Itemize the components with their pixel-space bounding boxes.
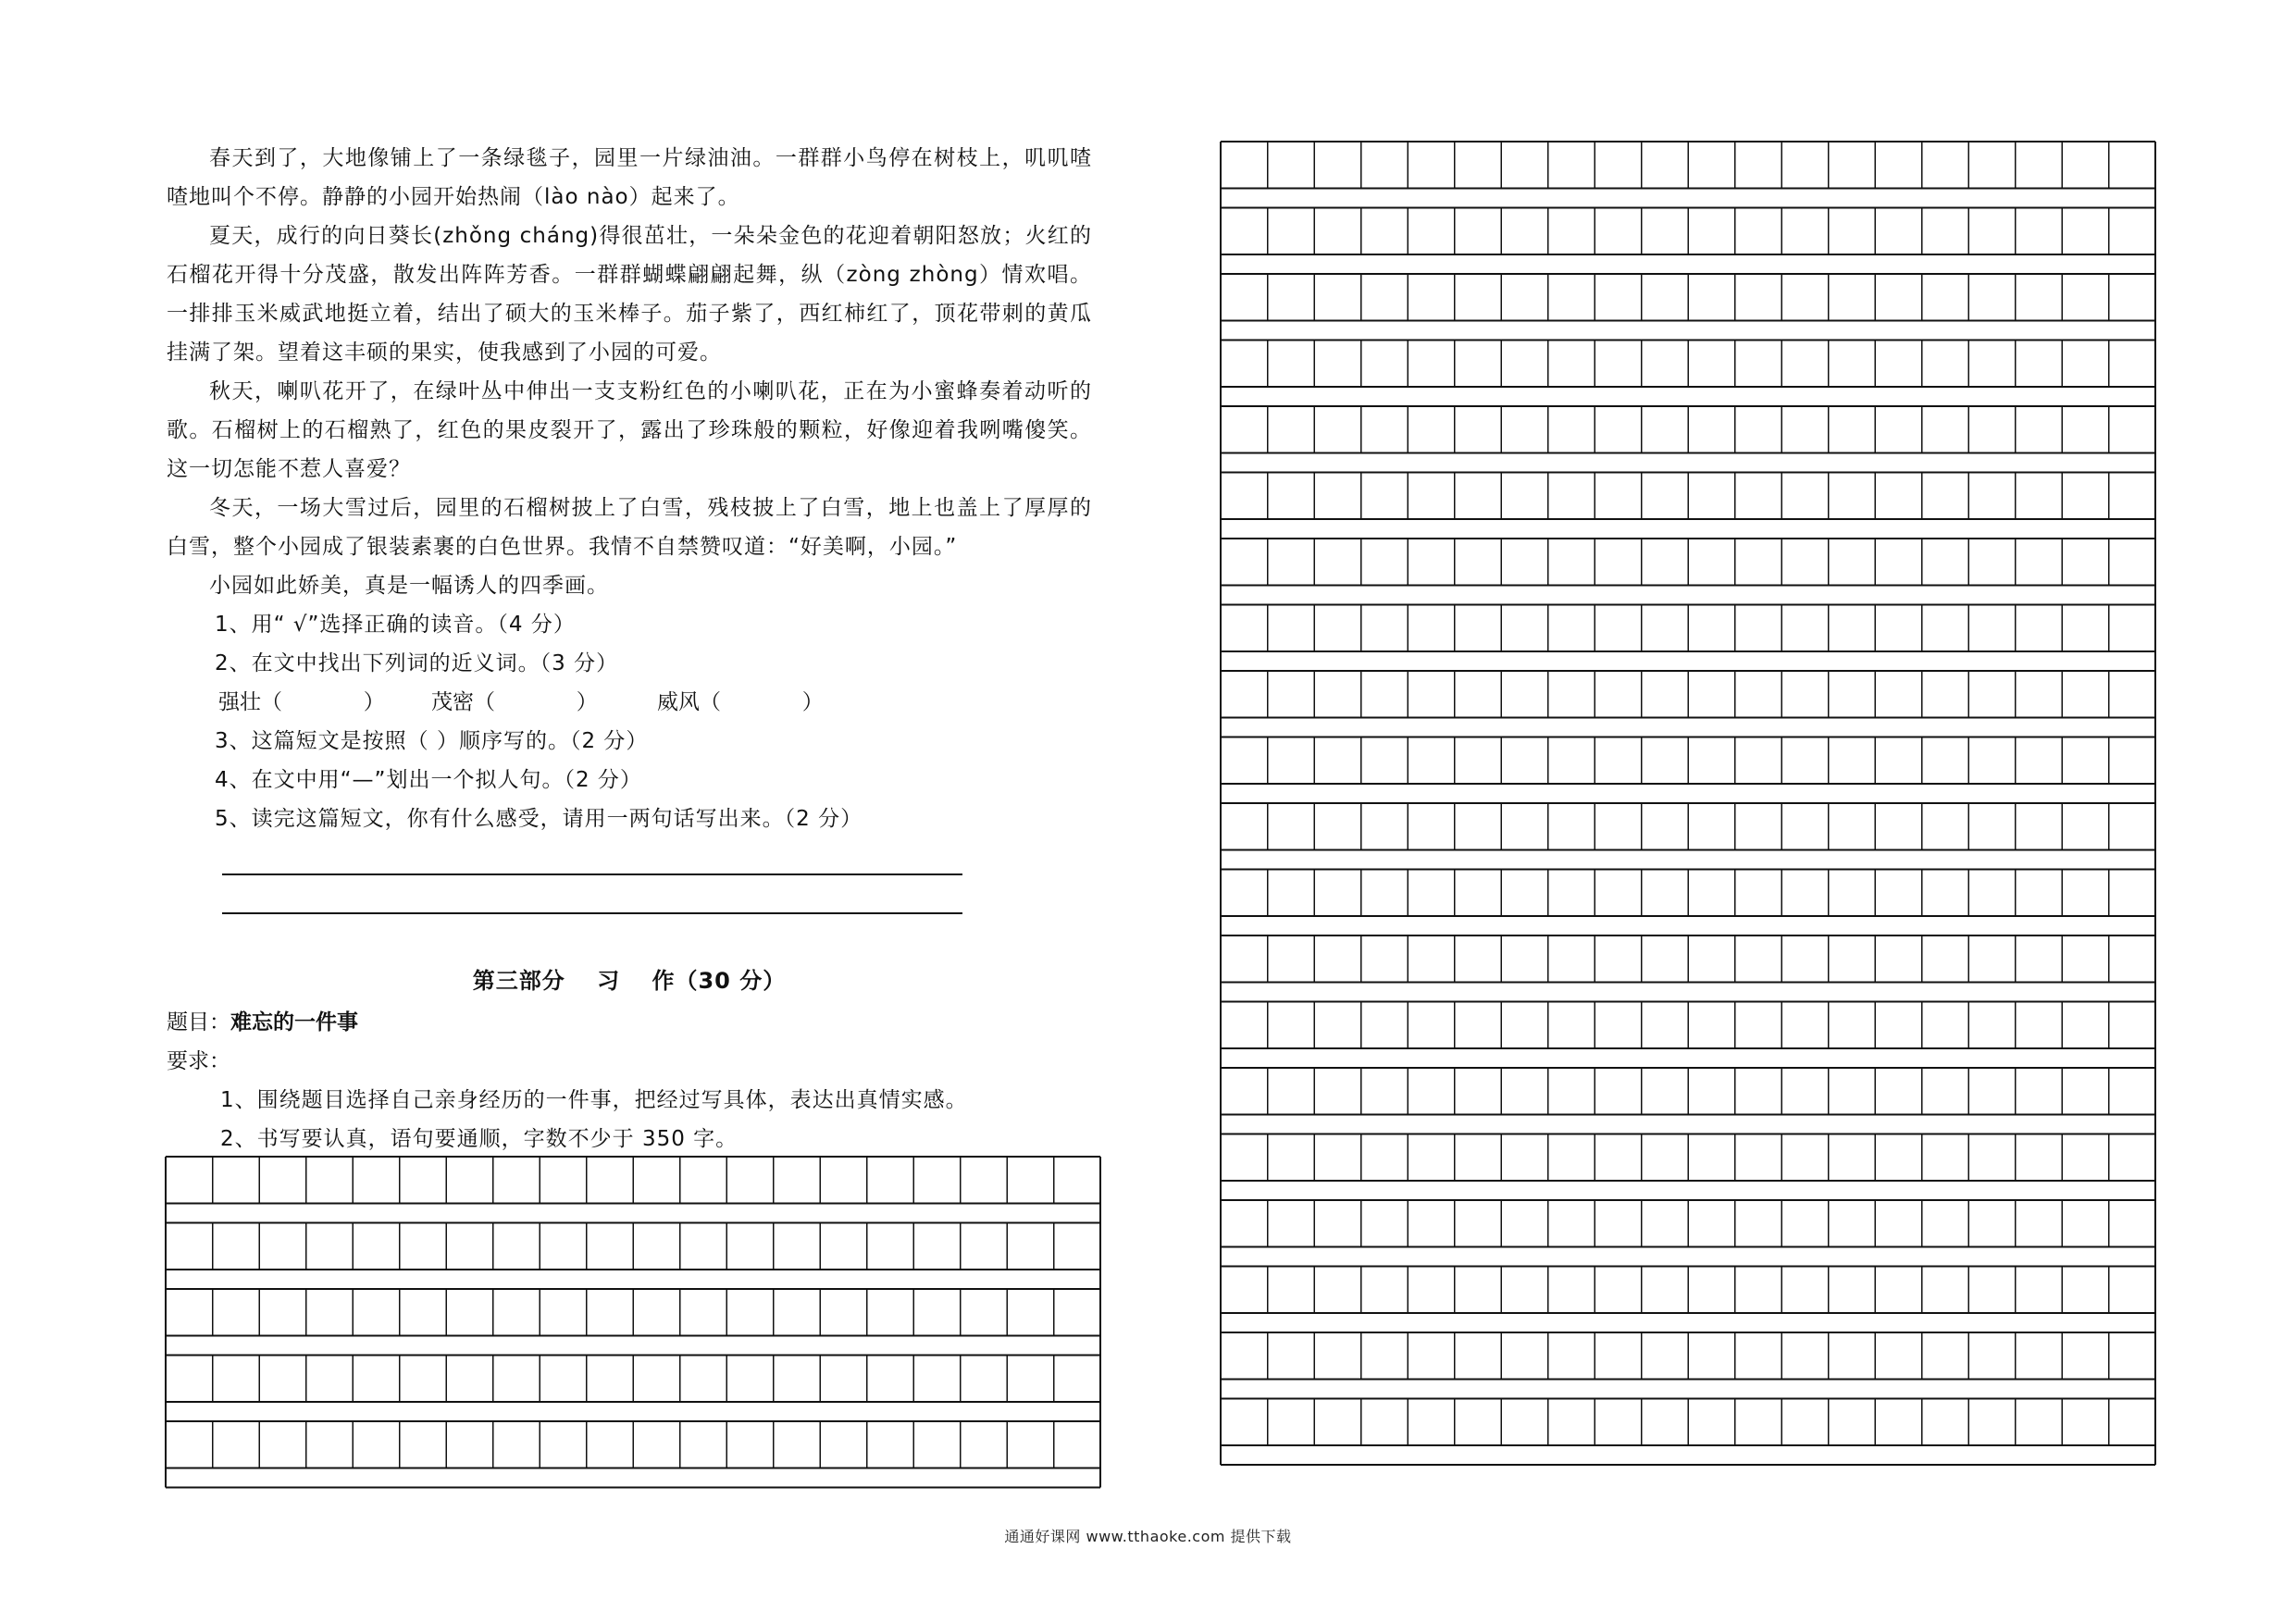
footer-source: 通通好课网 www.tthaoke.com 提供下载 xyxy=(1004,1528,1292,1545)
question-4: 4、在文中用“—”划出一个拟人句。（2 分） xyxy=(215,768,642,792)
passage-paragraph-autumn: 秋天，喇叭花开了，在绿叶丛中伸出一支支粉红色的小喇叭花，正在为小蜜蜂奏着动听的歌。石榴树上的石榴熟了，红色的果皮裂开了，露出了珍珠般的颗粒，好像迎着我咧嘴傻笑。这一切怎能不惹人喜爱？ xyxy=(167,379,1092,481)
passage-paragraph-summer: 夏天，成行的向日葵长(zhǒng cháng)得很茁壮，一朵朵金色的花迎着朝阳怒放；火红的石榴花开得十分茂盛，散发出阵阵芳香。一群群蝴蝶翩翩起舞，纵（zòng zhòng）情欢唱。一排排玉米威武地挺立着，结出了硕大的玉米棒子。茄子紫了，西红柿红了，顶花带刺的黄瓜挂满了架。望着这丰硕的果实，使我感到了小园的可爱。 xyxy=(167,224,1092,365)
passage-paragraph-winter: 冬天，一场大雪过后，园里的石榴树披上了白雪，残枝披上了白雪，地上也盖上了厚厚的白雪，整个小园成了银装素裹的白色世界。我情不自禁赞叹道：“好美啊，小园。” xyxy=(167,496,1092,559)
passage-paragraph-spring: 春天到了，大地像铺上了一条绿毯子，园里一片绿油油。一群群小鸟停在树枝上，叽叽喳喳地叫个不停。静静的小园开始热闹（lào nào）起来了。 xyxy=(167,146,1092,209)
section-title: 第三部分 习 作（30 分） xyxy=(472,968,787,994)
answer-line xyxy=(222,873,962,875)
topic-title: 难忘的一件事 xyxy=(230,1010,358,1035)
reading-passage xyxy=(167,139,1092,838)
requirement-item: 2、书写要认真，语句要通顺，字数不少于 350 字。 xyxy=(220,1127,738,1151)
writing-grid-right xyxy=(1220,141,2160,1469)
answer-line xyxy=(222,912,962,914)
synonym-row xyxy=(167,683,1092,722)
synonym-blank-strong: 强壮（ ） xyxy=(218,690,385,714)
requirement-item: 1、围绕题目选择自己亲身经历的一件事，把经过写具体，表达出真情实感。 xyxy=(220,1088,968,1112)
question-1: 1、用“ √”选择正确的读音。（4 分） xyxy=(215,613,576,637)
question-2: 2、在文中找出下列词的近义词。（3 分） xyxy=(215,651,619,675)
requirements-label: 要求： xyxy=(167,1049,230,1073)
question-3: 3、这篇短文是按照（ ）顺序写的。（2 分） xyxy=(215,729,649,753)
passage-paragraph-conclusion: 小园如此娇美，真是一幅诱人的四季画。 xyxy=(209,574,609,598)
question-5: 5、读完这篇短文，你有什么感受，请用一两句话写出来。（2 分） xyxy=(215,807,863,831)
synonym-blank-mighty: 威风（ ） xyxy=(657,690,824,714)
synonym-blank-lush: 茂密（ ） xyxy=(431,690,598,714)
composition-topic xyxy=(167,1003,358,1042)
writing-grid-left xyxy=(165,1156,1105,1491)
topic-label: 题目： xyxy=(167,1010,230,1035)
